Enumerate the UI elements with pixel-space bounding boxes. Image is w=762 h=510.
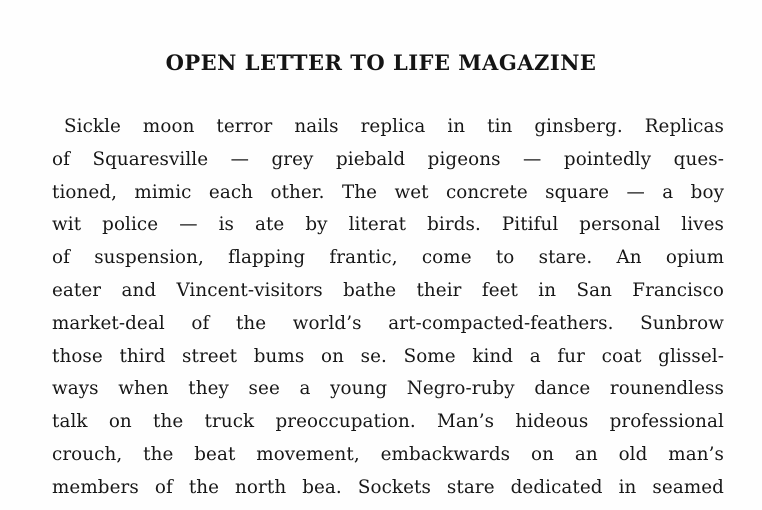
text-line: those third street bums on se. Some kind a fur coat glissel- [52,345,724,367]
text-line: ways when they see a young Negro-ruby dance rounendless [52,378,724,400]
text-line: market-deal of the world’s art-compacted-feathers. Sunbrow [52,312,724,334]
body-paragraph [52,111,724,505]
text-line: crouch, the beat movement, embackwards on an old man’s [52,443,724,465]
text-line: of Squaresville — grey piebald pigeons — pointedly ques- [52,148,724,170]
text-line: tioned, mimic each other. The wet concrete square — a boy [52,181,724,203]
text-line: members of the north bea. Sockets stare dedicated in seamed [52,476,724,498]
text-line: talk on the truck preoccupation. Man’s hideous professional [52,411,724,433]
text-line: wit police — is ate by literat birds. Pitiful personal lives [52,214,724,236]
document-title: OPEN LETTER TO LIFE MAGAZINE [165,50,597,75]
text-line: eater and Vincent-visitors bathe their feet in San Francisco [52,279,724,301]
text-line: of suspension, flapping frantic, come to stare. An opium [52,247,724,269]
text-line: Sickle moon terror nails replica in tin ginsberg. Replicas [64,116,724,137]
